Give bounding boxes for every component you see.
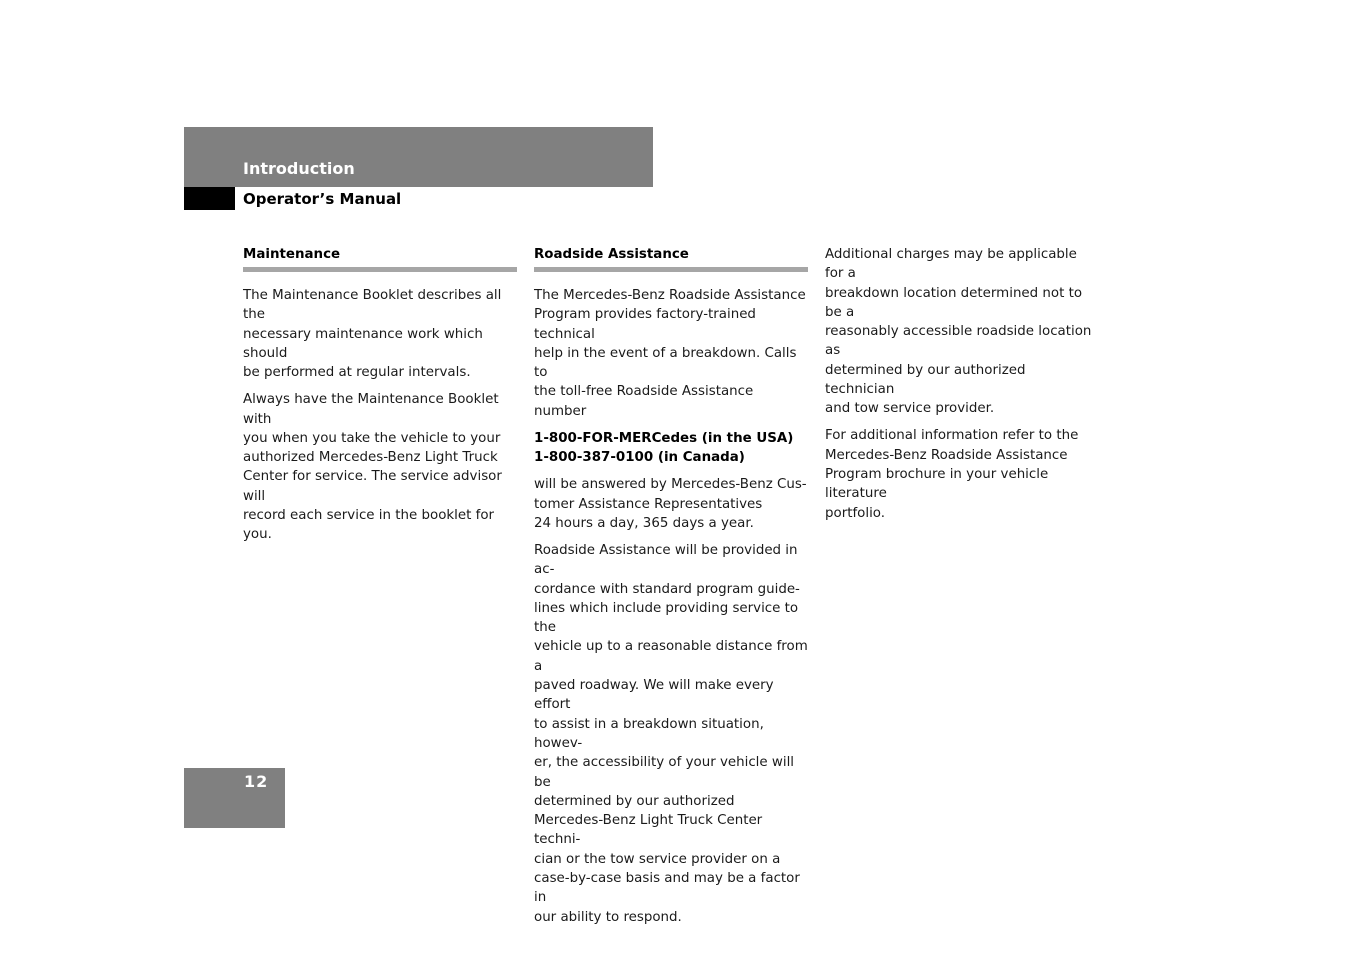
roadside-assistance-column xyxy=(534,245,808,935)
additional-info-paragraph: For additional information refer to the Mercedes-Benz Roadside Assistance Program brochure in your vehicle literature portfolio. xyxy=(825,428,1079,521)
roadside-paragraph: Roadside Assistance will be provided in ac- cordance with standard program guide- lines which include providing service to the vehicle up to a reasonable distance from a paved roadway. We will make every effort to assist in a breakdown situation, howev- er, the accessibility of your vehicle will be determined by our authorized Mercedes-Benz Light Truck Center techni- cian or the tow service provider on a case-by-case basis and may be a factor in our ability to respond. xyxy=(534,542,808,925)
roadside-assistance-heading: Roadside Assistance xyxy=(534,245,808,272)
maintenance-paragraph: Always have the Maintenance Booklet with you when you take the vehicle to your authorized Mercedes-Benz Light Truck Center for service. The service advisor will record each service in the booklet for you. xyxy=(243,392,502,543)
maintenance-column xyxy=(243,245,517,552)
page-number-box xyxy=(184,768,285,828)
section-marker-tab xyxy=(184,187,235,210)
roadside-paragraph: will be answered by Mercedes-Benz Cus- tomer Assistance Representatives 24 hours a day, 365 days a year. xyxy=(534,477,807,531)
page-number: 12 xyxy=(244,772,269,791)
additional-charges-paragraph: Additional charges may be applicable for a breakdown location determined not to be a reasonably accessible roadside location as determined by our authorized technician and tow service provider. xyxy=(825,247,1092,417)
header-band xyxy=(184,127,653,187)
section-title: Introduction xyxy=(243,159,355,178)
roadside-paragraph: The Mercedes-Benz Roadside Assistance Program provides factory-trained technical help in the event of a breakdown. Calls to the toll-free Roadside Assistance number xyxy=(534,288,806,419)
roadside-phone-numbers: 1-800-FOR-MERCedes (in the USA) 1-800-387-0100 (in Canada) xyxy=(534,430,794,466)
maintenance-paragraph: The Maintenance Booklet describes all the necessary maintenance work which should be performed at regular intervals. xyxy=(243,288,502,381)
subsection-title: Operator’s Manual xyxy=(243,190,402,208)
maintenance-heading: Maintenance xyxy=(243,245,517,272)
additional-info-column xyxy=(825,245,1099,531)
